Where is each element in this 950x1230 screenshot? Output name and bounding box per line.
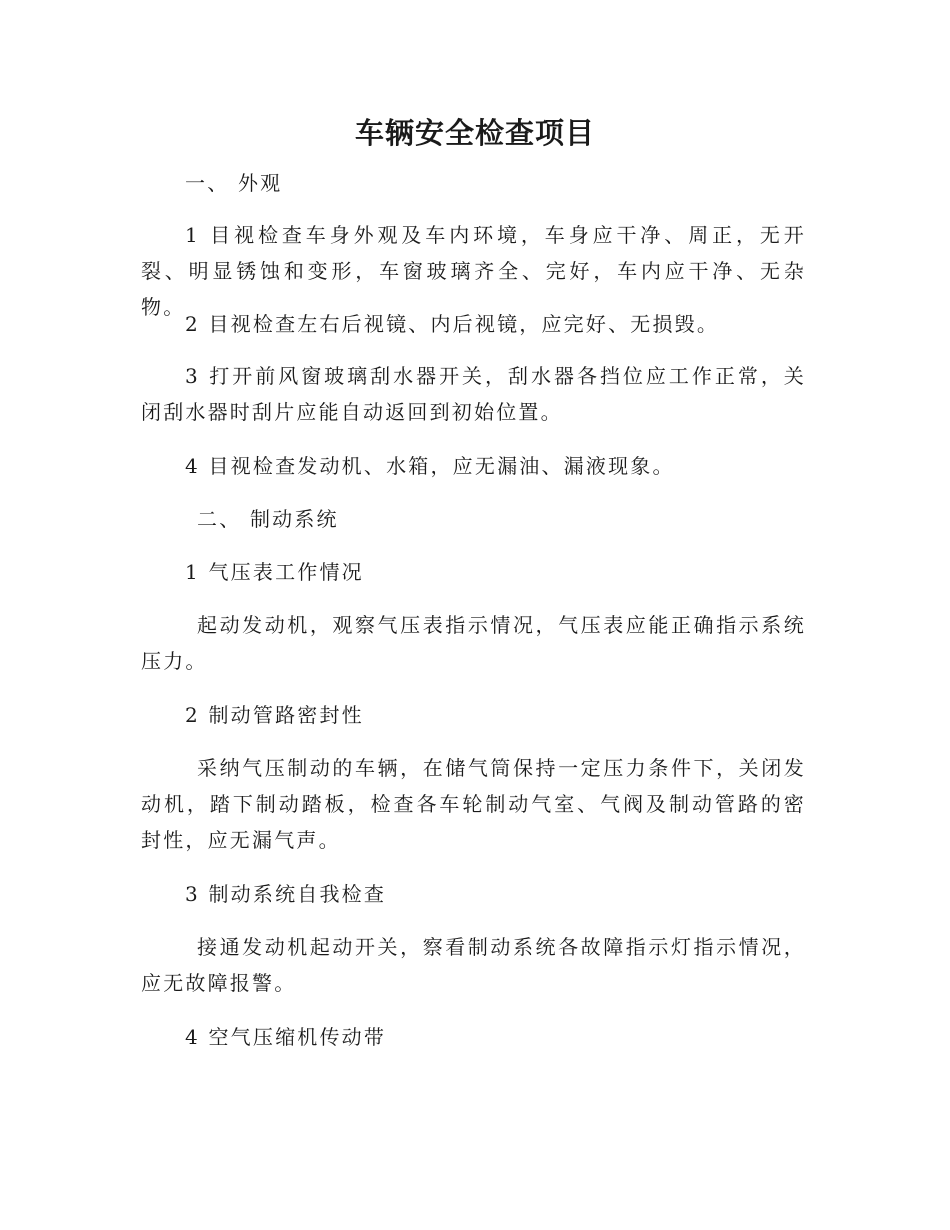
brake-subsection-2-body: 采纳气压制动的车辆，在储气筒保持一定压力条件下，关闭发动机，踏下制动踏板，检查各车轮制动气室、气阀及制动管路的密封性，应无漏气声。 [141, 756, 806, 852]
brake-subsection-4-heading: 4 空气压缩机传动带 [185, 1025, 387, 1049]
brake-subsection-1-heading: 1 气压表工作情况 [185, 560, 364, 584]
brake-subsection-3-body: 接通发动机起动开关，察看制动系统各故障指示灯指示情况，应无故障报警。 [141, 935, 806, 995]
section-heading-exterior: 一、 外观 [185, 171, 283, 195]
section-heading-brake-system: 二、 制动系统 [197, 507, 339, 531]
exterior-item-2: 2 目视检查左右后视镜、内后视镜，应完好、无损毁。 [185, 312, 720, 336]
exterior-item-1: 1 目视检查车身外观及车内环境，车身应干净、周正，无开裂、明显锈蚀和变形，车窗玻璃齐全、完好，车内应干净、无杂物。 [141, 223, 806, 319]
document-title: 车辆安全检查项目 [354, 116, 595, 150]
brake-subsection-2-heading: 2 制动管路密封性 [185, 703, 364, 727]
exterior-item-3: 3 打开前风窗玻璃刮水器开关，刮水器各挡位应工作正常，关闭刮水器时刮片应能自动返回到初始位置。 [141, 364, 806, 424]
exterior-item-4: 4 目视检查发动机、水箱，应无漏油、漏液现象。 [185, 454, 675, 478]
brake-subsection-1-body: 起动发动机，观察气压表指示情况，气压表应能正确指示系统压力。 [141, 613, 806, 673]
brake-subsection-3-heading: 3 制动系统自我检查 [185, 882, 387, 906]
